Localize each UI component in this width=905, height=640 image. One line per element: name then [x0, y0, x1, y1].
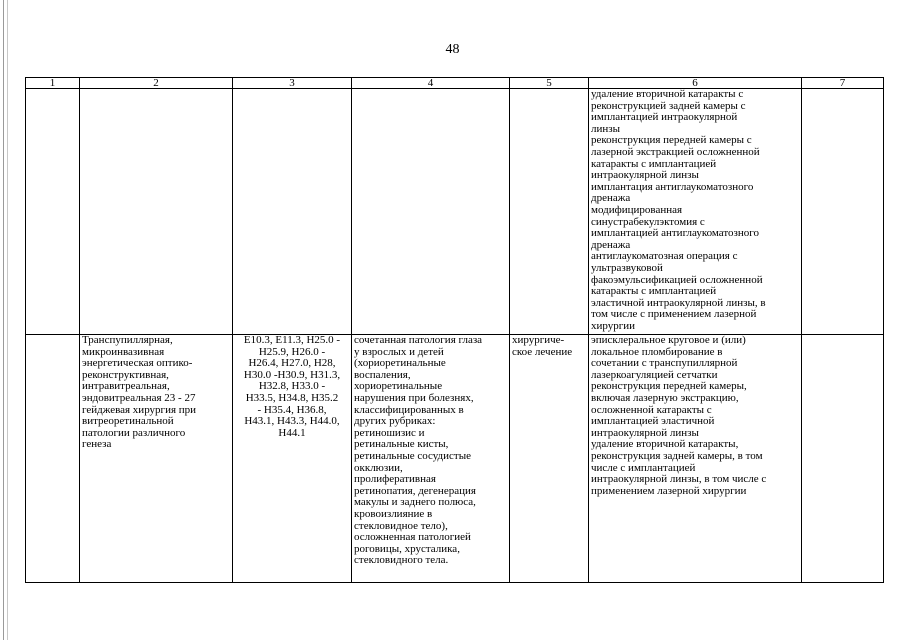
cell-text-line: (хориоретинальные: [354, 357, 446, 370]
cell-text-line: эписклеральное круговое и (или): [591, 334, 746, 346]
cell-text-line: локальное пломбирование в: [591, 345, 723, 358]
cell-text-line: H32.8, H33.0 -: [258, 380, 326, 393]
cell-text-line: H25.9, H26.0 -: [258, 345, 326, 358]
row1-col6-operations: [589, 89, 802, 335]
cell-text-line: H33.5, H34.8, H35.2: [245, 391, 339, 404]
cell-text-line: воспаления,: [354, 368, 411, 381]
cell-text-line: энергетическая оптико-: [82, 357, 193, 370]
cell-text-line: микроинвазивная: [82, 345, 165, 358]
cell-text-line: - H35.4, H36.8,: [257, 403, 327, 416]
cell-text-line: имплантацией интраокулярной: [591, 111, 738, 124]
cell-text-line: факоэмульсификацией осложненной: [591, 273, 763, 286]
header-col-2: 2: [80, 78, 233, 89]
cell-text-line: эндовитреальная 23 - 27: [82, 391, 196, 404]
cell-text-line: H30.0 -H30.9, H31.3,: [243, 368, 341, 381]
cell-text-line: ультразвуковой: [591, 261, 663, 274]
row1-col4: [352, 89, 510, 335]
cell-text-line: стекловидного тела.: [354, 554, 449, 567]
scan-edge-line: [3, 0, 4, 640]
cell-text-line: ретинальные сосудистые: [354, 449, 472, 462]
cell-text-line: генеза: [82, 438, 112, 451]
cell-text-line: E10.3, E11.3, H25.0 -: [243, 334, 341, 346]
cell-text-line: сочетанная патология глаза: [354, 334, 483, 346]
cell-text-line: эластичной интраокулярной линзы, в: [591, 296, 766, 309]
row2-col5-treatment-type: [510, 335, 589, 583]
cell-text-line: реконструкция передней камеры с: [591, 134, 752, 147]
cell-text-line: катаракты с имплантацией: [591, 157, 717, 170]
cell-text-line: интравитреальная,: [82, 380, 170, 393]
cell-text-line: антиглаукоматозная операция с: [591, 250, 738, 263]
cell-text-line: витреоретинальной: [82, 415, 174, 428]
cell-text-line: окклюзии,: [354, 461, 403, 474]
row2-col3-icd-codes: [233, 335, 352, 583]
table-row: [26, 89, 884, 335]
header-col-5: 5: [510, 78, 589, 89]
header-col-6: 6: [589, 78, 802, 89]
cell-text-line: классифицированных в: [354, 403, 464, 416]
cell-text-line: интраокулярной линзы, в том числе с: [591, 473, 767, 486]
row2-col4-diagnosis: [352, 335, 510, 583]
cell-text-line: том числе с применением лазерной: [591, 308, 757, 321]
cell-text-line: H43.1, H43.3, H44.0,: [244, 415, 340, 428]
cell-text-line: интраокулярной линзы: [591, 426, 699, 439]
cell-text-line: удаление вторичной катаракты,: [591, 438, 739, 451]
cell-text-line: ретинопатия, дегенерация: [354, 484, 476, 497]
cell-text-line: хирургиче-: [512, 334, 565, 346]
header-col-7: 7: [802, 78, 884, 89]
cell-text-line: других рубриках:: [354, 415, 436, 428]
row1-col3: [233, 89, 352, 335]
cell-text-line: числе с имплантацией: [591, 461, 696, 474]
header-col-4: 4: [352, 78, 510, 89]
cell-text-line: лазерной экстракцией осложненной: [591, 145, 760, 158]
cell-text-line: ское лечение: [512, 345, 573, 358]
scan-edge-line-inner: [7, 0, 8, 640]
header-col-3: 3: [233, 78, 352, 89]
row2-col1: [26, 335, 80, 583]
cell-text-line: Транспупиллярная,: [82, 334, 173, 346]
cell-text-line: роговицы, хрусталика,: [354, 542, 460, 555]
header-row: [26, 78, 884, 89]
cell-text-line: макулы и заднего полюса,: [354, 496, 476, 509]
cell-text-line: имплантация антиглаукоматозного: [591, 180, 754, 193]
cell-text-line: интраокулярной линзы: [591, 169, 699, 182]
cell-text-line: гейджевая хирургия при: [82, 403, 197, 416]
cell-text-line: осложненной катаракты с: [591, 403, 712, 416]
cell-text-line: линзы: [591, 122, 620, 135]
cell-text-line: у взрослых и детей: [354, 345, 444, 358]
row1-col1: [26, 89, 80, 335]
cell-text-line: пролиферативная: [354, 473, 436, 486]
cell-text-line: модифицированная: [591, 203, 683, 216]
row1-col7: [802, 89, 884, 335]
cell-text-line: синустрабекулэктомия с: [591, 215, 705, 228]
cell-text-line: ретиношизис и: [354, 426, 425, 439]
cell-text-line: H26.4, H27.0, H28,: [248, 357, 336, 370]
cell-text-line: лазеркоагуляцией сетчатки: [591, 368, 718, 381]
cell-text-line: сочетании с транспупиллярной: [591, 357, 738, 370]
cell-text-line: имплантацией эластичной: [591, 415, 715, 428]
header-col-1: 1: [26, 78, 80, 89]
page-number: 48: [445, 42, 460, 57]
row2-col6-operations: [589, 335, 802, 583]
cell-text-line: кровоизлияние в: [354, 507, 433, 520]
cell-text-line: осложненная патологией: [354, 531, 471, 544]
cell-text-line: включая лазерную экстракцию,: [591, 391, 739, 404]
row1-col2: [80, 89, 233, 335]
cell-text-line: стекловидное тело),: [354, 519, 448, 532]
cell-text-line: реконструктивная,: [82, 368, 169, 381]
row1-col5: [510, 89, 589, 335]
cell-text-line: имплантацией антиглаукоматозного: [591, 227, 760, 240]
procedures-table: [25, 77, 884, 583]
cell-text-line: дренажа: [591, 192, 631, 205]
cell-text-line: применением лазерной хирургии: [591, 484, 747, 497]
cell-text-line: хирургии: [591, 319, 636, 332]
cell-text-line: дренажа: [591, 238, 631, 251]
cell-text-line: ретинальные кисты,: [354, 438, 449, 451]
cell-text-line: удаление вторичной катаракты с: [591, 88, 744, 100]
cell-text-line: H44.1: [278, 426, 306, 439]
cell-text-line: реконструкция передней камеры,: [591, 380, 747, 393]
cell-text-line: нарушения при болезнях,: [354, 391, 474, 404]
cell-text-line: реконструкцией задней камеры с: [591, 99, 746, 112]
cell-text-line: реконструкция задней камеры, в том: [591, 449, 763, 462]
table-row: [26, 335, 884, 583]
cell-text-line: патологии различного: [82, 426, 186, 439]
row2-col7: [802, 335, 884, 583]
cell-text-line: хориоретинальные: [354, 380, 443, 393]
row2-col2-method: [80, 335, 233, 583]
cell-text-line: катаракты с имплантацией: [591, 285, 717, 298]
